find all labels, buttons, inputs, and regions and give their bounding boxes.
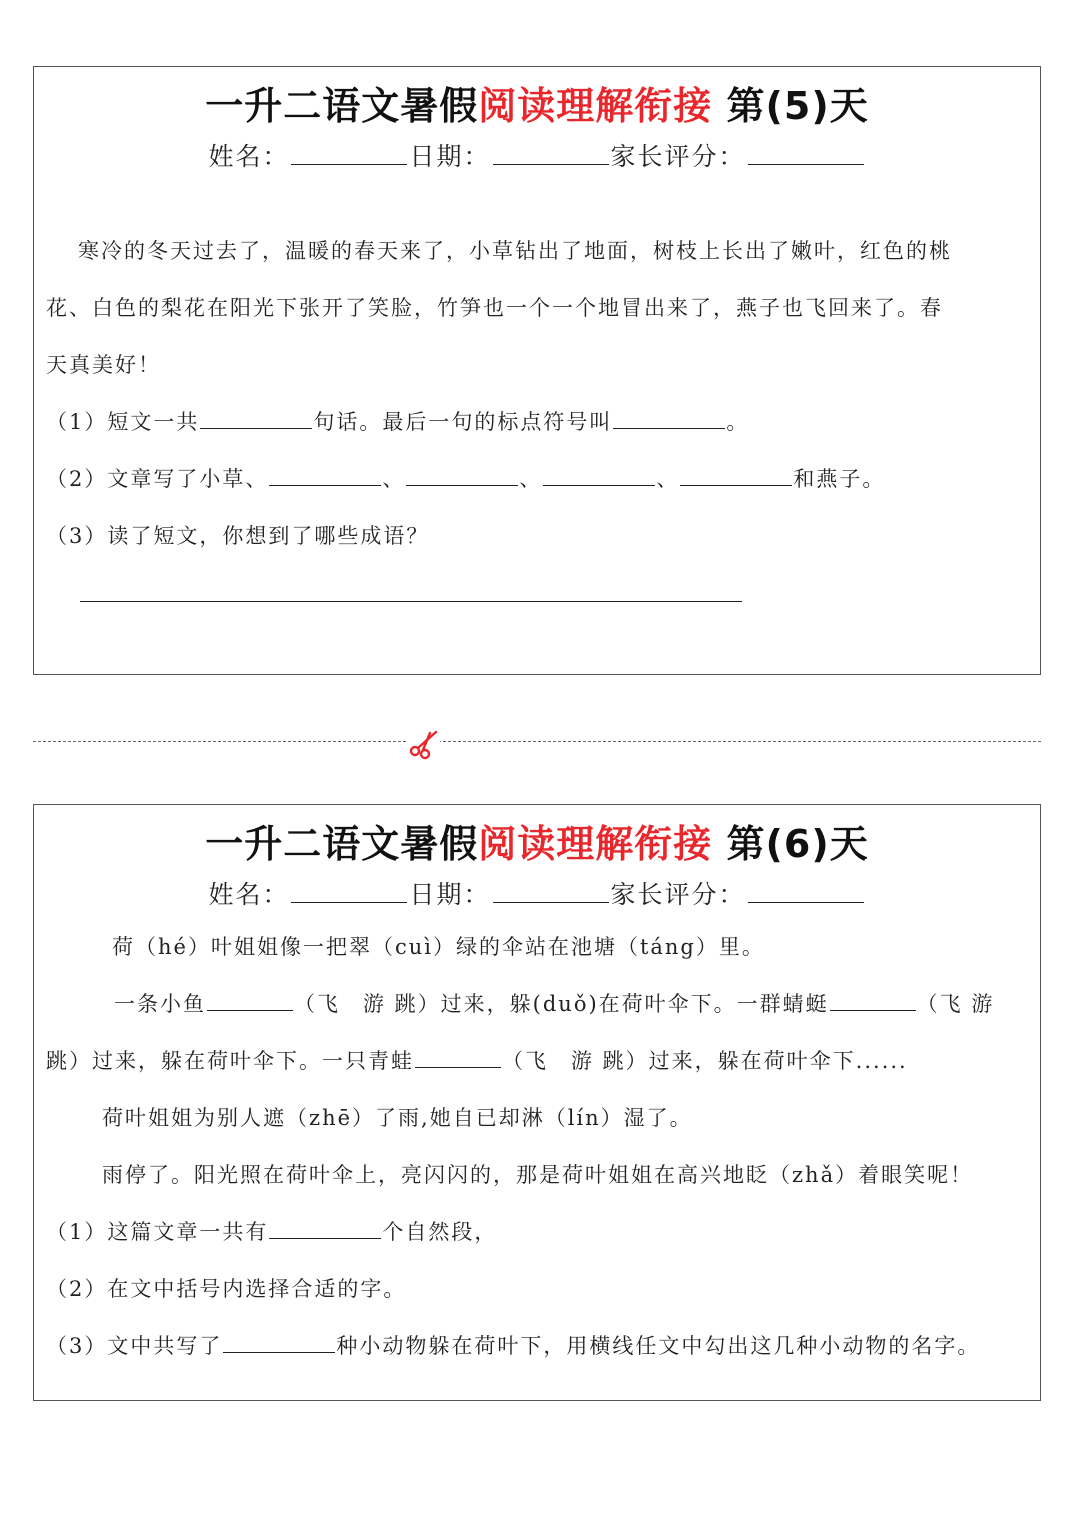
answer-blank[interactable] — [543, 465, 655, 486]
page-title-day-5 — [34, 75, 1040, 130]
para-text: （飞 游 跳）过来，躲(duǒ)在荷叶伞下。一群蜻蜓 — [294, 992, 829, 1016]
answer-blank[interactable] — [406, 465, 518, 486]
answer-blank[interactable] — [415, 1047, 501, 1068]
passage-para-4: 雨停了。阳光照在荷叶伞上，亮闪闪的，那是荷叶姐姐在高兴地眨（zhǎ）着眼笑呢！ — [102, 1163, 974, 1187]
q3-text: （3）文中共写了 — [46, 1334, 223, 1358]
q1-text-end: 个自然段， — [382, 1220, 498, 1244]
answer-blank[interactable] — [223, 1332, 335, 1353]
score-label: 家长评分： — [610, 880, 746, 909]
para-text: 跳）过来，躲在荷叶伞下。一只青蛙 — [46, 1049, 414, 1073]
q3-text-end: 种小动物躲在荷叶下，用横线任文中勾出这几种小动物的名字。 — [336, 1334, 981, 1358]
title-day: 第(5)天 — [712, 84, 869, 128]
title-prefix: 一升二语文暑假 — [205, 822, 479, 866]
score-blank[interactable] — [748, 140, 864, 165]
score-blank[interactable] — [748, 878, 864, 903]
date-blank[interactable] — [493, 140, 609, 165]
title-highlight: 阅读理解衔接 — [478, 84, 713, 128]
student-info-row — [34, 875, 1040, 911]
worksheet-day-5 — [33, 66, 1041, 675]
answer-blank[interactable] — [207, 990, 293, 1011]
scissors-icon — [406, 726, 440, 760]
worksheet-day-6 — [33, 804, 1041, 1401]
date-label: 日期： — [409, 880, 491, 909]
cut-line — [33, 741, 1041, 742]
q1-text: （1）这篇文章一共有 — [46, 1220, 269, 1244]
answer-blank[interactable] — [680, 465, 792, 486]
answer-blank[interactable] — [613, 408, 725, 429]
passage-para-2-line-1 — [114, 988, 1030, 1018]
para-text: 一条小鱼 — [114, 992, 206, 1016]
para-text: （飞 游 跳）过来，躲在荷叶伞下...... — [502, 1049, 908, 1073]
passage-para-1: 荷（hé）叶姐姐像一把翠（cuì）绿的伞站在池塘（táng）里。 — [112, 935, 765, 959]
question-3: （3）读了短文，你想到了哪些成语？ — [46, 524, 430, 548]
answer-blank[interactable] — [830, 990, 916, 1011]
score-label: 家长评分： — [610, 142, 746, 171]
q2-text: （2）文章写了小草、 — [46, 467, 269, 491]
name-blank[interactable] — [291, 878, 407, 903]
title-day: 第(6)天 — [712, 822, 869, 866]
question-1 — [46, 406, 1030, 436]
passage-line-3: 天真美好！ — [46, 353, 161, 377]
passage-line-2: 花、白色的梨花在阳光下张开了笑脸，竹笋也一个一个地冒出来了，燕子也飞回来了。春 — [46, 296, 943, 320]
question-2: （2）在文中括号内选择合适的字。 — [46, 1277, 407, 1301]
separator: 、 — [382, 467, 406, 491]
name-label: 姓名： — [208, 142, 290, 171]
separator: 、 — [519, 467, 543, 491]
answer-blank[interactable] — [269, 465, 381, 486]
question-3 — [46, 1330, 1030, 1360]
passage-para-3: 荷叶姐姐为别人遮（zhē）了雨,她自已却淋（lín）湿了。 — [102, 1106, 693, 1130]
student-info-row — [34, 137, 1040, 173]
para-text: （飞 游 — [916, 992, 995, 1016]
answer-blank[interactable] — [200, 408, 312, 429]
page-title-day-6 — [34, 813, 1040, 868]
title-prefix: 一升二语文暑假 — [205, 84, 479, 128]
q1-text-mid: 句话。最后一句的标点符号叫 — [313, 410, 613, 434]
passage-para-2-line-2 — [46, 1045, 1030, 1075]
q1-text: （1）短文一共 — [46, 410, 200, 434]
name-blank[interactable] — [291, 140, 407, 165]
answer-blank[interactable] — [269, 1218, 381, 1239]
title-highlight: 阅读理解衔接 — [478, 822, 713, 866]
question-2 — [46, 463, 1030, 493]
separator: 、 — [656, 467, 680, 491]
q2-text-end: 和燕子。 — [793, 467, 886, 491]
answer-line[interactable] — [80, 601, 742, 602]
date-label: 日期： — [409, 142, 491, 171]
question-1 — [46, 1216, 1030, 1246]
name-label: 姓名： — [208, 880, 290, 909]
passage-line-1: 寒冷的冬天过去了，温暖的春天来了，小草钻出了地面，树枝上长出了嫩叶，红色的桃 — [78, 239, 952, 263]
date-blank[interactable] — [493, 878, 609, 903]
q1-text-end: 。 — [726, 410, 750, 434]
